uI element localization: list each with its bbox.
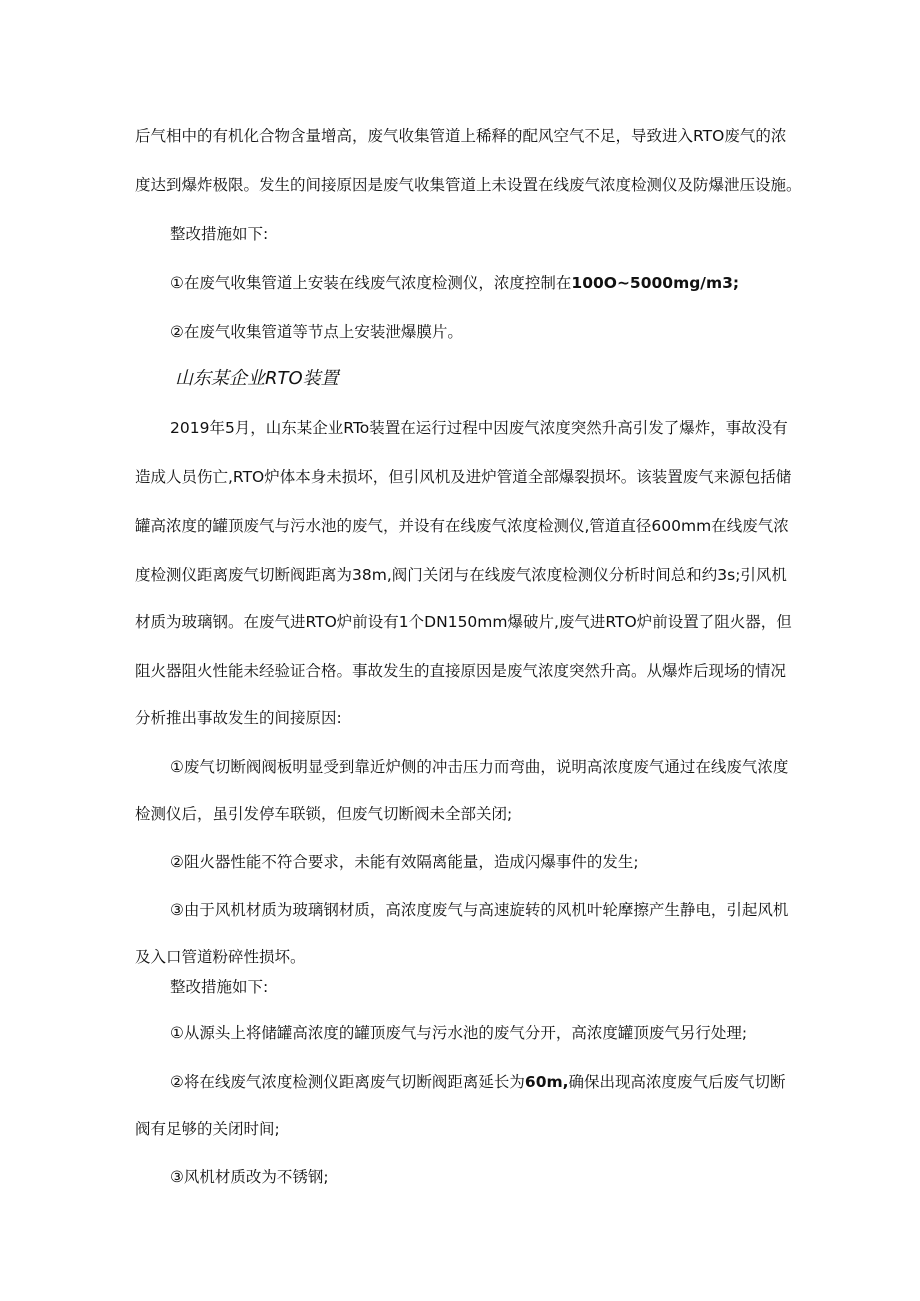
section-heading: 山东某企业RTO装置 [175, 368, 339, 389]
paragraph-line: 后气相中的有机化合物含量增高，废气收集管道上稀释的配风空气不足，导致进入RTO废气的浓 [135, 127, 787, 145]
paragraph-line: 罐高浓度的罐顶废气与污水池的废气，并设有在线废气浓度检测仪,管道直径600mm在线废气浓 [135, 517, 789, 535]
paragraph-line: 造成人员伤亡,RTO炉体本身未损坏，但引风机及进炉管道全部爆裂损坏。该装置废气来源包括储 [135, 468, 792, 486]
paragraph-line: 阻火器阻火性能未经验证合格。事故发生的直接原因是废气浓度突然升高。从爆炸后现场的情况 [135, 662, 787, 680]
paragraph-line: 度检测仪距离废气切断阀距离为38m,阀门关闭与在线废气浓度检测仪分析时间总和约3s;引风机 [135, 566, 787, 584]
measure-item-continuation: 阀有足够的关闭时间; [135, 1120, 280, 1138]
measure-item: ③风机材质改为不锈钢; [170, 1168, 329, 1186]
measure-value: 100O~5000mg/m3; [571, 274, 740, 292]
cause-item: ①废气切断阀阀板明显受到靠近炉侧的冲击压力而弯曲，说明高浓度废气通过在线废气浓度 [170, 758, 789, 776]
measure-text: ①在废气收集管道上安装在线废气浓度检测仪，浓度控制在 [170, 274, 572, 292]
paragraph-line: 度达到爆炸极限。发生的间接原因是废气收集管道上未设置在线废气浓度检测仪及防爆泄压设施。 [135, 176, 802, 194]
measure-item: ①从源头上将储罐高浓度的罐顶废气与污水池的废气分开，高浓度罐顶废气另行处理; [170, 1024, 748, 1042]
cause-item: ③由于风机材质为玻璃钢材质，高浓度废气与高速旋转的风机叶轮摩擦产生静电，引起风机 [170, 901, 789, 919]
paragraph-line: 分析推出事故发生的间接原因: [135, 709, 342, 727]
paragraph-line: 材质为玻璃钢。在废气进RTO炉前设有1个DN150mm爆破片,废气进RTO炉前设置了阻火器，但 [135, 613, 792, 631]
measure-item [170, 1072, 786, 1092]
measures-title: 整改措施如下: [170, 978, 269, 996]
paragraph-line: 2019年5月，山东某企业RTo装置在运行过程中因废气浓度突然升高引发了爆炸，事故没有 [170, 419, 788, 437]
measures-title: 整改措施如下: [170, 225, 269, 243]
measure-text: ②将在线废气浓度检测仪距离废气切断阀距离延长为 [170, 1073, 525, 1091]
cause-item: ②阻火器性能不符合要求，未能有效隔离能量，造成闪爆事件的发生; [170, 853, 639, 871]
cause-item-continuation: 及入口管道粉碎性损坏。 [135, 948, 306, 966]
measure-text: 确保出现高浓度废气后废气切断 [568, 1073, 786, 1091]
measure-item [170, 273, 739, 293]
measure-value: 60m, [524, 1073, 569, 1091]
cause-item-continuation: 检测仪后，虽引发停车联锁，但废气切断阀未全部关闭; [135, 805, 513, 823]
measure-item: ②在废气收集管道等节点上安装泄爆膜片。 [170, 323, 463, 341]
